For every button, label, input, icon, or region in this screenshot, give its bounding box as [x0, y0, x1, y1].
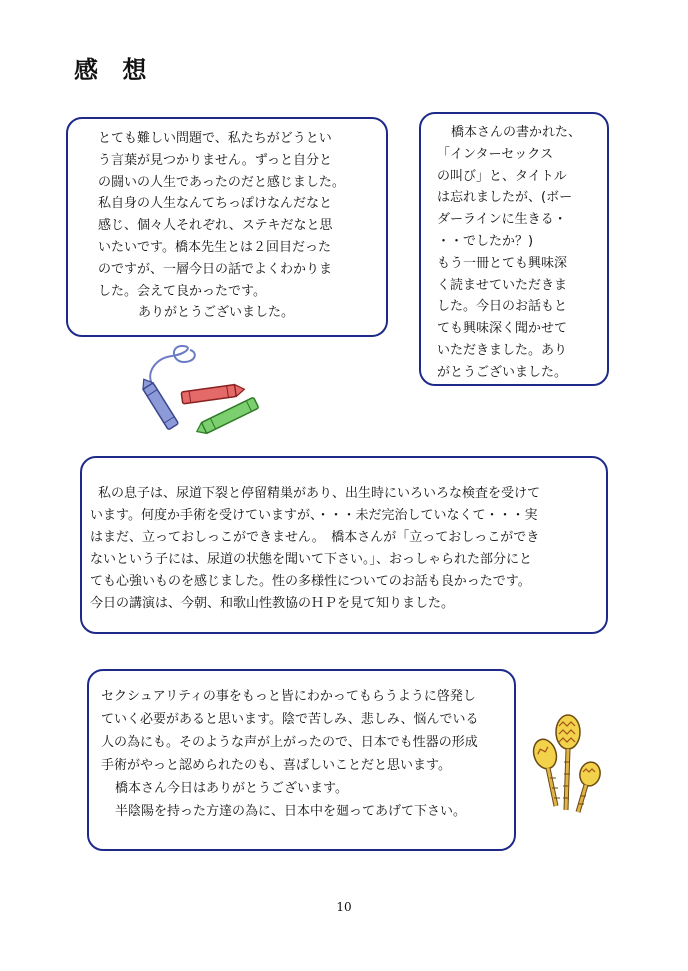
comment-line: います。何度か手術を受けていますが、・・・未だ完治していなくて・・・実	[90, 508, 538, 523]
comment-box-4	[87, 669, 516, 851]
comment-line: いたいです。橋本先生とは２回目だった	[98, 239, 331, 255]
comment-line: ダーラインに生きる・	[437, 212, 567, 228]
comment-line: ・・でしたか？)	[437, 233, 534, 249]
comment-line: ていく必要があると思います。陰で苦しみ、悲しみ、悩んでいる	[101, 712, 479, 727]
comment-line: とても難しい問題で、私たちがどうとい	[98, 131, 332, 146]
comment-line: う言葉が見つかりません。ずっと自分と	[98, 152, 333, 168]
comment-line: 感じ、個々人それぞれ、ステキだなと思	[98, 218, 333, 234]
comment-line: いただきました。あり	[437, 342, 568, 358]
comment-line: 今日の講演は、今朝、和歌山性教協のＨＰを見て知りました。	[90, 596, 455, 611]
comment-line: の闘いの人生であったのだと感じました。	[98, 174, 345, 190]
comment-line: 橋本さん今日はありがとうございます。	[115, 781, 348, 796]
comment-box-1	[66, 117, 388, 337]
comment-box-3	[80, 456, 608, 634]
maracas-icon	[528, 714, 604, 818]
comment-line: ありがとうございました。	[138, 305, 295, 321]
comment-line: 半陰陽を持った方達の為に、日本中を廻ってあげて下さい。	[115, 804, 467, 819]
comment-line: ても心強いものを感じました。性の多様性についてのお話も良かったです。	[90, 574, 531, 589]
comment-line: のですが、一層今日の話でよくわかりま	[98, 261, 333, 277]
comment-line: した。会えて良かったです。	[98, 283, 266, 299]
comment-line: もう一冊とても興味深	[437, 255, 568, 271]
comment-line: く読ませていただきま	[437, 277, 568, 293]
comment-line: の叫び」と、タイトル	[437, 168, 567, 184]
comment-line: は忘れましたが、(ボー	[437, 190, 573, 206]
comment-line: はまだ、立っておしっこができません。 橋本さんが「立っておしっこができ	[90, 530, 540, 545]
comment-line: 私の息子は、尿道下裂と停留精巣があり、出生時にいろいろな検査を受けて	[98, 486, 541, 501]
comment-box-2	[419, 112, 609, 386]
page-title: 感 想	[74, 56, 155, 84]
page-number: 10	[336, 900, 352, 914]
comment-line: ても興味深く聞かせて	[437, 321, 568, 337]
crayons-icon	[138, 344, 268, 438]
comment-line: 橋本さんの書かれた、	[451, 125, 582, 140]
comment-line: セクシュアリティの事をもっと皆にわかってもらうように啓発し	[101, 689, 476, 704]
comment-line: 人の為にも。そのような声が上がったので、日本でも性器の形成	[101, 735, 478, 750]
comment-line: した。今日のお話もと	[437, 299, 568, 315]
comment-line: 「インターセックス	[437, 146, 554, 162]
comment-line: 私自身の人生なんてちっぽけなんだなと	[98, 196, 333, 212]
comment-line: ないという子には、尿道の状態を聞いて下さい。」、おっしゃられた部分にと	[90, 552, 533, 567]
comment-line: 手術がやっと認められたのも、喜ばしいことだと思います。	[101, 758, 451, 773]
comment-line: がとうございました。	[437, 364, 568, 380]
